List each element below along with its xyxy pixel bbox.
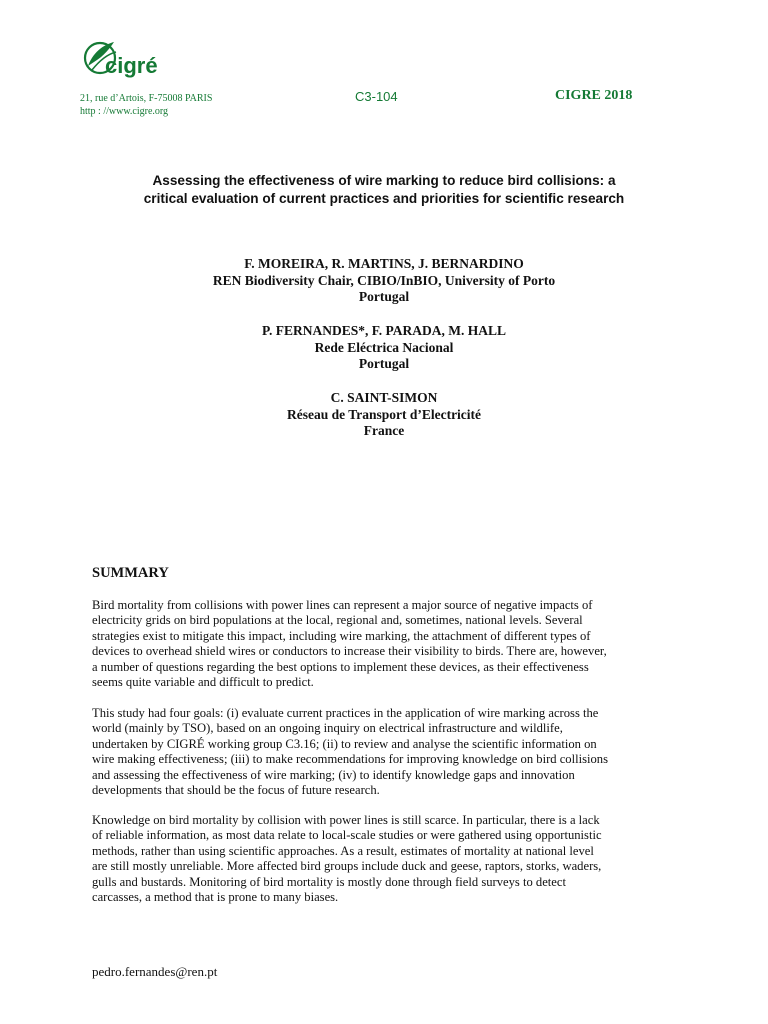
paragraph-line: developments that should be the focus of future research.	[92, 783, 380, 798]
summary-paragraph	[92, 598, 682, 690]
paragraph-line: seems quite variable and difficult to predict.	[92, 675, 314, 690]
paragraph-line: wire making effectiveness; (iii) to make recommendations for improving knowledge on bird collisions	[92, 752, 608, 767]
summary-paragraph	[92, 706, 682, 798]
author-group	[90, 256, 678, 306]
paragraph-line: devices to overhead shield wires or conductors to increase their visibility to birds. There are, however,	[92, 644, 607, 659]
title-line: critical evaluation of current practices and priorities for scientific research	[143, 191, 625, 206]
paragraph-line: Knowledge on bird mortality by collision with power lines is still scarce. In particular, there is a lack	[92, 813, 600, 827]
paragraph-line: undertaken by CIGRÉ working group C3.16; (ii) to review and analyse the scientific information on	[92, 736, 597, 751]
author-group	[90, 323, 678, 373]
author-country: France	[363, 423, 405, 438]
paragraph-line: a number of questions regarding the best options to implement these devices, as their effectiveness	[92, 659, 589, 674]
paragraph-line: carcasses, a method that is prone to many biases.	[92, 890, 339, 905]
title-line: Assessing the effectiveness of wire marking to reduce bird collisions: a	[152, 173, 616, 188]
address-block	[80, 92, 212, 118]
paper-title	[90, 172, 678, 208]
address-line: 21, rue d’Artois, F-75008 PARIS	[80, 93, 213, 104]
paragraph-line: gulls and bustards. Monitoring of bird mortality is mostly done through field surveys to detect	[92, 874, 566, 889]
paragraph-line: of reliable information, as most data relate to local-scale studies or were gathered using opportunistic	[92, 828, 602, 843]
paragraph-line: are still mostly unreliable. More affected bird groups include duck and geese, raptors, storks, waders,	[92, 859, 602, 874]
author-country: Portugal	[358, 289, 410, 304]
author-affiliation: REN Biodiversity Chair, CIBIO/InBIO, University of Porto	[212, 272, 556, 288]
website-link[interactable]: http : //www.cigre.org	[80, 106, 169, 117]
paragraph-line: methods, rather than using scientific approaches. As a result, estimates of mortality at national level	[92, 843, 594, 858]
cigre-logo	[80, 40, 170, 80]
paragraph-line: electricity grids on bird populations at the local, regional and, sometimes, national levels. Several	[92, 613, 583, 628]
paper-reference: C3-104	[355, 89, 398, 104]
author-group	[90, 390, 678, 440]
author-names: C. SAINT-SIMON	[330, 390, 438, 405]
author-names: P. FERNANDES*, F. PARADA, M. HALL	[261, 323, 506, 338]
paragraph-line: world (mainly by TSO), based on an ongoing inquiry on electrical infrastructure and wildlife,	[92, 721, 563, 736]
paragraph-line: and assessing the effectiveness of wire marking; (iv) to identify knowledge gaps and innovation	[92, 767, 575, 782]
contact-email[interactable]: pedro.fernandes@ren.pt	[92, 964, 218, 979]
author-affiliation: Rede Eléctrica Nacional	[314, 339, 454, 355]
summary-paragraph	[92, 813, 682, 905]
author-names: F. MOREIRA, R. MARTINS, J. BERNARDINO	[244, 256, 524, 271]
author-country: Portugal	[358, 356, 410, 371]
logo-wordmark: cigré	[105, 53, 158, 78]
conference-label: CIGRE 2018	[555, 88, 633, 103]
paragraph-line: strategies exist to mitigate this impact, including wire marking, the attachment of different types of	[92, 628, 591, 643]
summary-heading: SUMMARY	[92, 565, 169, 581]
paragraph-line: This study had four goals: (i) evaluate current practices in the application of wire marking across the	[92, 706, 599, 720]
author-affiliation: Réseau de Transport d’Electricité	[286, 406, 482, 422]
paragraph-line: Bird mortality from collisions with power lines can represent a major source of negative impacts of	[92, 598, 593, 612]
